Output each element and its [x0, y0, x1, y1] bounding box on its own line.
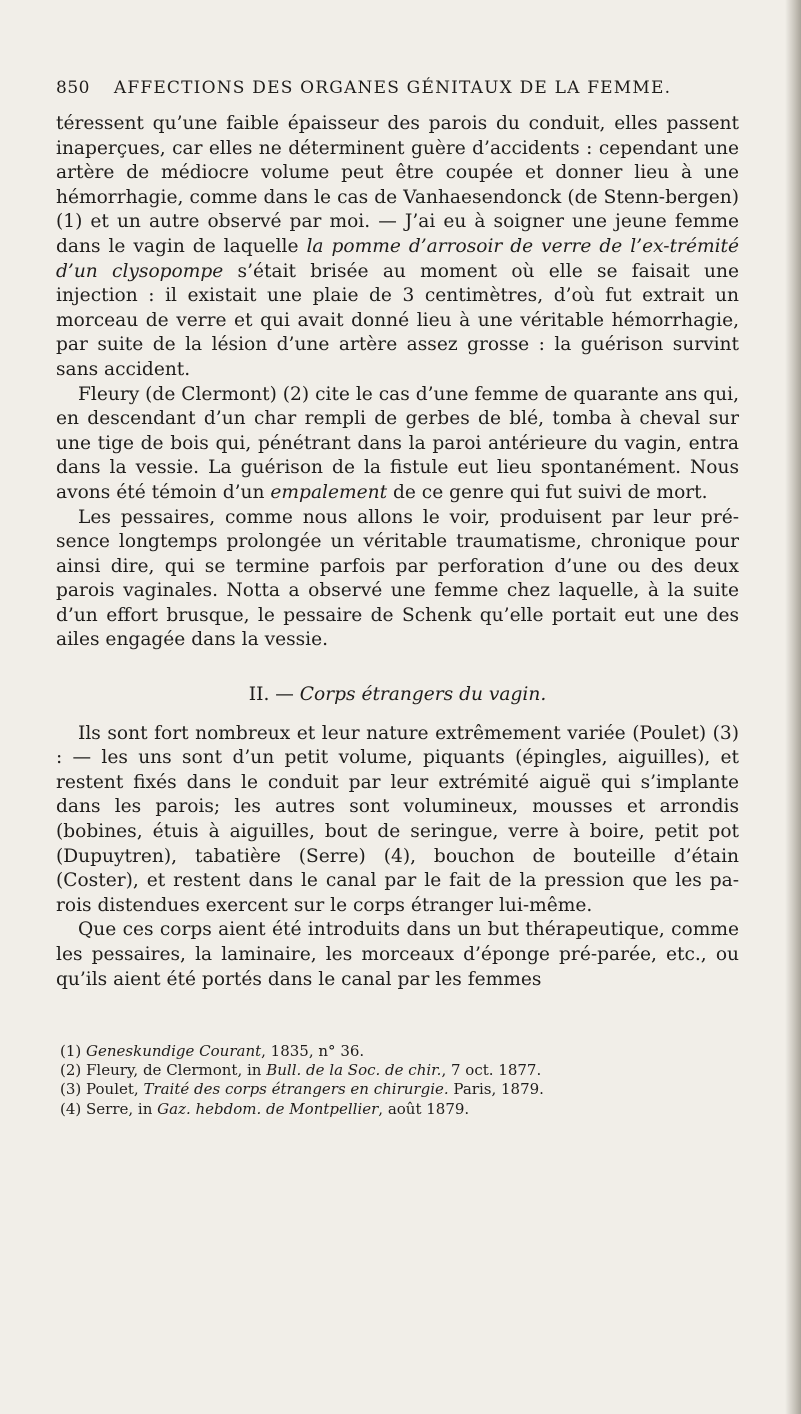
text-run: s’était brisée au moment où elle se faisait une injection : il existait une plaie de 3 centimètres, d’où fut extrait un morceau de verre et qui avait donné lieu à une véritable hémorrhagie, par suite de la lésion d’une artère assez grosse : la guérison survint sans accident. — [56, 260, 739, 380]
paragraph — [56, 112, 739, 383]
text-run: (3) Poulet, — [60, 1080, 144, 1099]
text-run: , 1835, n° 36. — [261, 1042, 365, 1060]
text-run: , août 1879. — [378, 1099, 470, 1118]
text-run: de ce genre qui fut suivi de mort. — [387, 481, 708, 503]
section-number: II. — — [248, 684, 300, 706]
footnote — [56, 1061, 739, 1080]
page-number: 850 — [56, 78, 90, 98]
paragraph — [56, 918, 739, 992]
italic-run: empalement — [270, 481, 388, 503]
section-title: Corps étrangers du vagin. — [299, 684, 547, 706]
footnote — [56, 1042, 739, 1061]
body-text — [56, 112, 739, 992]
page-header — [56, 78, 736, 98]
text-run: Paris, 1879. — [448, 1080, 544, 1099]
page-edge-shadow — [785, 0, 801, 1414]
footnote — [56, 1080, 739, 1099]
footnote — [56, 1100, 739, 1119]
italic-run: la pomme d’arrosoir de verre de l’ex-trémité d’un clysopompe — [56, 235, 740, 282]
text-run: (4) Serre, in — [60, 1099, 158, 1118]
text-run: , 7 oct. 1877. — [441, 1061, 542, 1080]
text-run: téressent qu’une faible épaisseur des parois du conduit, elles passent inaperçues, car elles ne déterminent guère d’accidents : cependant une artère de médiocre volume peut être coupée et donner lieu à une hémorrhagie, comme dans le cas de Vanhaesendonck (de Stenn-bergen) (1) et un autre observé par moi. — J’ai eu à soigner une jeune femme dans le vagin de laquelle — [56, 113, 739, 257]
text-run: Fleury (de Clermont) (2) cite le cas d’une femme de quarante ans qui, en descendant d’un char rempli de gerbes de blé, tomba à cheval sur une tige de bois qui, pénétrant dans la paroi antérieure du vagin, entra dans la vessie. La guérison de la fistule eut lieu spontanément. Nous avons été témoin d’un — [56, 383, 739, 503]
text-run: Que ces corps aient été introduits dans un but thérapeutique, comme les pessaires, la laminaire, les morceaux d’éponge pré-parée, etc., ou qu’ils aient été portés dans le canal par les femmes — [56, 919, 739, 990]
running-title: AFFECTIONS DES ORGANES GÉNITAUX DE LA FEMME. — [113, 78, 672, 98]
italic-run: Bull. de la Soc. de chir. — [266, 1061, 442, 1080]
text-run: Ils sont fort nombreux et leur nature extrêmement variée (Poulet) (3) : — les uns sont d’un petit volume, piquants (épingles, aiguilles), et restent fixés dans le conduit par leur extrémité aiguë qui s’implante dans les parois; les autres sont volumineux, mousses et arrondis (bobines, étuis à aiguilles, bout de seringue, verre à boire, petit pot (Dupuytren), tabatière (Serre) (4), bouchon de bouteille d’étain (Coster), et restent dans le canal par le fait de la pression que les pa-rois distendues exercent sur le corps étranger lui-même. — [56, 722, 739, 916]
paragraph — [56, 722, 739, 919]
text-run: Les pessaires, comme nous allons le voir, produisent par leur pré-sence longtemps prolongée un véritable traumatisme, chronique pour ainsi dire, qui se termine parfois par perforation d’une ou des deux parois vaginales. Notta a observé une femme chez laquelle, à la suite d’un effort brusque, le pessaire de Schenk qu’elle portait eut une des ailes engagée dans la vessie. — [56, 506, 739, 651]
paragraph — [56, 506, 739, 654]
footnotes — [56, 1042, 739, 1119]
italic-run: Traité des corps étrangers en chirurgie. — [143, 1080, 449, 1099]
paragraph — [56, 383, 739, 506]
section-heading — [56, 683, 739, 708]
text-run: (2) Fleury, de Clermont, in — [60, 1061, 267, 1080]
italic-run: Gaz. hebdom. de Montpellier — [157, 1099, 379, 1118]
italic-run: Geneskundige Courant — [86, 1042, 262, 1060]
text-run: (1) — [60, 1042, 87, 1060]
